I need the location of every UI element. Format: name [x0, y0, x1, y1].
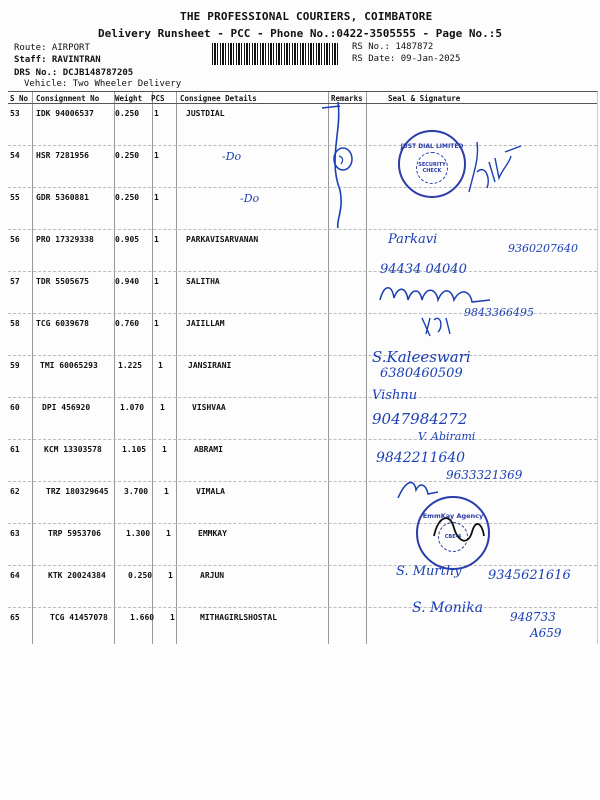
- signature-text: Parkavi: [388, 232, 438, 247]
- table-cell: TCG 41457078: [50, 613, 108, 622]
- handwritten-phone: 948733: [510, 610, 556, 624]
- table-cell: IDK 94006537: [36, 109, 94, 118]
- table-cell: 1.300: [126, 529, 151, 538]
- barcode: [212, 43, 340, 65]
- table-cell: 64: [10, 571, 20, 580]
- table-cell: 1: [166, 529, 171, 538]
- signature-text: S. Monika: [412, 600, 484, 616]
- handwritten-phone: A659: [530, 626, 562, 640]
- table-cell: 1: [154, 193, 159, 202]
- table-cell: JAIILLAM: [186, 319, 225, 328]
- handwritten-phone: 9843366495: [464, 306, 534, 319]
- signature-text: S.Kaleeswari: [372, 348, 471, 366]
- table-cell: VISHVAA: [192, 403, 226, 412]
- col-sno: S No: [10, 94, 29, 103]
- rs-date: RS Date: 09-Jan-2025: [352, 54, 461, 64]
- signature-tamil: [378, 280, 498, 308]
- table-cell: 1.660: [130, 613, 155, 622]
- handwritten-phone: 94434 04040: [380, 262, 467, 277]
- remarks-circle-mark: [332, 146, 354, 172]
- table-cell: TDR 5505675: [36, 277, 89, 286]
- table-cell: GDR 5360881: [36, 193, 89, 202]
- signature-text: S. Murthy: [396, 564, 462, 579]
- drs-number: DRS No.: DCJB148787205: [14, 68, 134, 78]
- handwritten-phone: 9633321369: [446, 468, 523, 482]
- table-cell: 1: [154, 319, 159, 328]
- table-cell: 54: [10, 151, 20, 160]
- table-row: [8, 482, 597, 524]
- table-cell: 61: [10, 445, 20, 454]
- ditto-mark: -Do: [240, 192, 260, 205]
- table-cell: 1: [164, 487, 169, 496]
- ditto-mark: -Do: [222, 150, 242, 163]
- handwritten-phone: 9360207640: [508, 242, 578, 255]
- table-cell: PRO 17329338: [36, 235, 94, 244]
- staff-label: Staff: RAVINTRAN: [14, 55, 101, 65]
- table-row: [8, 608, 597, 650]
- vehicle-label: Vehicle: Two Wheeler Delivery: [24, 79, 182, 89]
- table-cell: 53: [10, 109, 20, 118]
- route-label: Route: AIRPORT: [14, 43, 90, 53]
- table-row: [8, 398, 597, 440]
- handwritten-phone: 6380460509: [380, 366, 463, 381]
- signature-text: Vishnu: [372, 388, 418, 403]
- col-pcs: PCS: [151, 94, 165, 103]
- table-cell: 1: [162, 445, 167, 454]
- table-row: [8, 356, 597, 398]
- table-cell: DPI 456920: [42, 403, 91, 412]
- handwritten-phone: 9345621616: [488, 568, 571, 583]
- table-cell: MITHAGIRLSHOSTAL: [200, 613, 278, 622]
- table-cell: 0.905: [115, 235, 140, 244]
- table-cell: 56: [10, 235, 20, 244]
- table-cell: PARKAVISARVANAN: [186, 235, 259, 244]
- rs-number: RS No.: 1487872: [352, 42, 434, 52]
- table-cell: TRP 5953706: [48, 529, 101, 538]
- col-weight: Weight: [115, 94, 143, 103]
- col-seal: Seal & Signature: [388, 94, 461, 103]
- table-cell: 1.225: [118, 361, 143, 370]
- table-cell: 62: [10, 487, 20, 496]
- table-cell: 1: [168, 571, 173, 580]
- table-cell: 0.250: [115, 109, 140, 118]
- table-cell: 1: [160, 403, 165, 412]
- table-cell: 63: [10, 529, 20, 538]
- col-consignment: Consignment No: [36, 94, 100, 103]
- table-row: [8, 524, 597, 566]
- table-cell: 1: [158, 361, 163, 370]
- table-cell: KCM 13303578: [44, 445, 102, 454]
- handwritten-phone: 9842211640: [376, 450, 466, 466]
- table-cell: HSR 7281956: [36, 151, 89, 160]
- signature-text: V. Abirami: [418, 430, 476, 443]
- table-cell: 1: [154, 235, 159, 244]
- runsheet-title: Delivery Runsheet - PCC - Phone No.:0422-3505555 - Page No.:5: [98, 27, 502, 40]
- table-cell: TMI 60065293: [40, 361, 98, 370]
- table-cell: VIMALA: [196, 487, 225, 496]
- col-remarks: Remarks: [331, 94, 363, 103]
- table-cell: ABRAMI: [194, 445, 223, 454]
- table-cell: 1.105: [122, 445, 147, 454]
- signature-mark: [396, 474, 440, 502]
- table-cell: 55: [10, 193, 20, 202]
- table-cell: 1: [154, 151, 159, 160]
- table-cell: 60: [10, 403, 20, 412]
- table-cell: 0.250: [115, 151, 140, 160]
- table-cell: 0.250: [115, 193, 140, 202]
- table-cell: 1.070: [120, 403, 145, 412]
- signature-mark: [420, 312, 460, 338]
- table-cell: 57: [10, 277, 20, 286]
- table-cell: 65: [10, 613, 20, 622]
- table-cell: JANSIRANI: [188, 361, 232, 370]
- table-cell: 1: [170, 613, 175, 622]
- table-cell: 3.700: [124, 487, 149, 496]
- col-consignee: Consignee Details: [180, 94, 257, 103]
- table-cell: 59: [10, 361, 20, 370]
- signature-emmkay: [428, 506, 488, 556]
- table-cell: 58: [10, 319, 20, 328]
- table-cell: 0.250: [128, 571, 153, 580]
- table-cell: TRZ 180329645: [46, 487, 109, 496]
- table-cell: KTK 20024384: [48, 571, 106, 580]
- emmkay-seal: EmmKay Agency CBE-4: [416, 496, 490, 570]
- table-cell: SALITHA: [186, 277, 220, 286]
- company-name: THE PROFESSIONAL COURIERS, COIMBATORE: [180, 10, 433, 23]
- table-header: [8, 92, 597, 104]
- signature-justdial: [465, 138, 525, 202]
- table-cell: 1: [154, 277, 159, 286]
- handwritten-phone: 9047984272: [372, 410, 468, 428]
- table-cell: EMMKAY: [198, 529, 227, 538]
- justdial-seal: JUST DIAL LIMITED SECURITY CHECK: [398, 130, 466, 198]
- table-cell: ARJUN: [200, 571, 225, 580]
- table-row: [8, 314, 597, 356]
- table-cell: 0.760: [115, 319, 140, 328]
- table-cell: JUSTDIAL: [186, 109, 225, 118]
- table-cell: TCG 6039678: [36, 319, 89, 328]
- table-cell: 0.940: [115, 277, 140, 286]
- table-cell: 1: [154, 109, 159, 118]
